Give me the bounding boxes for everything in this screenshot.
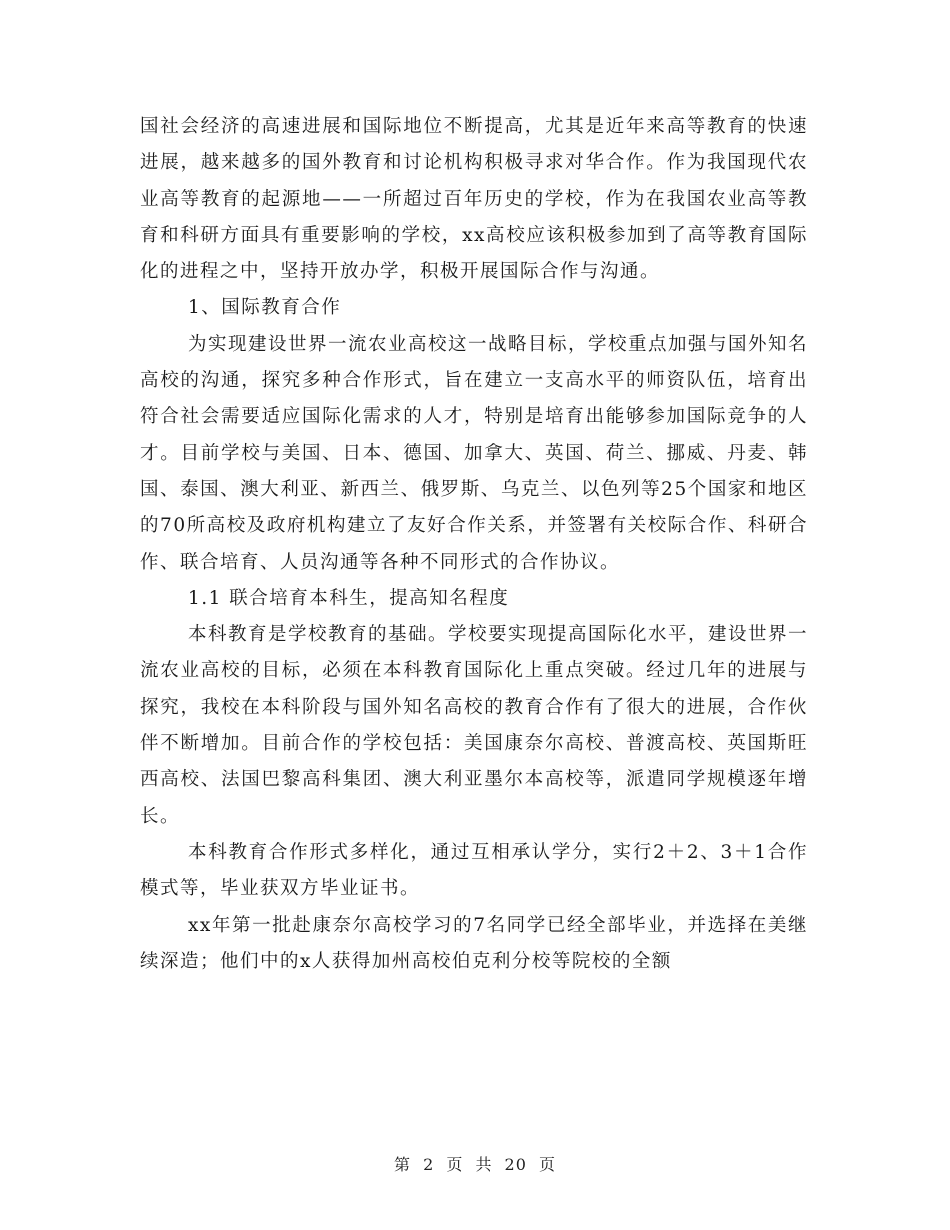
document-body xyxy=(140,109,808,980)
section-heading-international-cooperation: 1、国际教育合作 xyxy=(188,297,342,319)
page-number-footer: 第 2 页 共 20 页 xyxy=(394,1155,556,1174)
subsection-heading-undergraduate: 1.1 联合培育本科生，提高知名程度 xyxy=(188,587,510,609)
paragraph-cooperation-overview: 为实现建设世界一流农业高校这一战略目标，学校重点加强与国外知名高校的沟通，探究多种合作形式，旨在建立一支高水平的师资队伍，培育出符合社会需要适应国际化需求的人才，特别是培育出能够参加国际竞争的人才。目前学校与美国、日本、德国、加拿大、英国、荷兰、挪威、丹麦、韩国、泰国、澳大利亚、新西兰、俄罗斯、乌克兰、以色列等25个国家和地区的70所高校及政府机构建立了友好合作关系，并签署有关校际合作、科研合作、联合培育、人员沟通等各种不同形式的合作协议。 xyxy=(140,333,809,573)
paragraph-cornell-students: xx年第一批赴康奈尔高校学习的7名同学已经全部毕业，并选择在美继续深造；他们中的x人获得加州高校伯克利分校等院校的全额 xyxy=(140,914,808,972)
paragraph-intro-continued: 国社会经济的高速进展和国际地位不断提高，尤其是近年来高等教育的快速进展，越来越多的国外教育和讨论机构积极寻求对华合作。作为我国现代农业高等教育的起源地——一所超过百年历史的学校，作为在我国农业高等教育和科研方面具有重要影响的学校，xx高校应该积极参加到了高等教育国际化的进程之中，坚持开放办学，积极开展国际合作与沟通。 xyxy=(140,116,808,283)
paragraph-undergraduate-education: 本科教育是学校教育的基础。学校要实现提高国际化水平，建设世界一流农业高校的目标，必须在本科教育国际化上重点突破。经过几年的进展与探究，我校在本科阶段与国外知名高校的教育合作有了很大的进展，合作伙伴不断增加。目前合作的学校包括：美国康奈尔高校、普渡高校、英国斯旺西高校、法国巴黎高科集团、澳大利亚墨尔本高校等，派遣同学规模逐年增长。 xyxy=(140,624,809,827)
paragraph-cooperation-forms: 本科教育合作形式多样化，通过互相承认学分，实行2＋2、3＋1合作模式等，毕业获双方毕业证书。 xyxy=(140,841,808,900)
